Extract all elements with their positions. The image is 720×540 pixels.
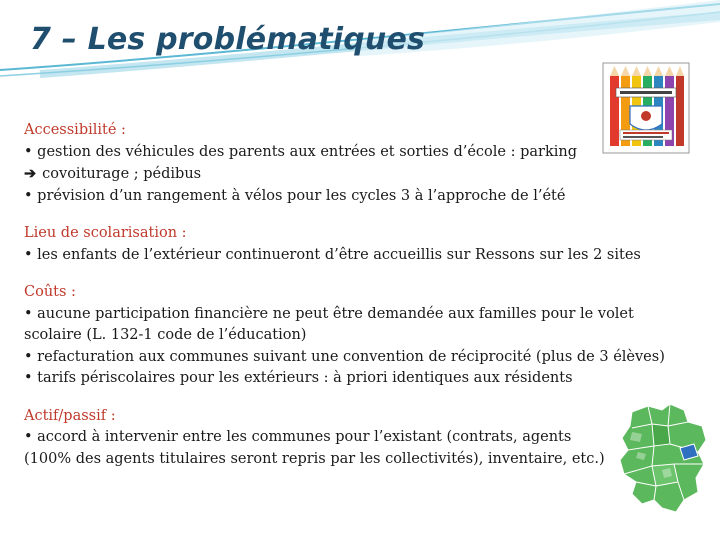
right-arrow-icon: ➔ [24, 165, 37, 182]
slide-body [24, 120, 714, 486]
bullet-line: (100% des agents titulaires seront repris par les collectivités), inventaire, etc.) [24, 450, 605, 467]
bullet-line: • accord à intervenir entre les communes pour l’existant (contrats, agents [24, 429, 572, 445]
section-heading: Coûts : [24, 284, 76, 300]
bullet-line: • gestion des véhicules des parents aux entrées et sorties d’école : parking [24, 143, 577, 160]
bullet-line-arrow [24, 163, 714, 186]
bullet-line: • aucune participation financière ne peut être demandée aux familles pour le volet scolaire (L. 132-1 code de l’éducation) [24, 305, 634, 343]
section-accessibilite [24, 120, 714, 207]
section-heading: Actif/passif : [24, 407, 116, 424]
slide-title: 7 – Les problématiques [30, 22, 426, 57]
bullet-line: • les enfants de l’extérieur continueront d’être accueillis sur Ressons sur les 2 sites [24, 246, 641, 263]
arrow-line-text: covoiturage ; pédibus [42, 166, 202, 182]
bullet-line: • prévision d’un rangement à vélos pour les cycles 3 à l’approche de l’été [24, 187, 566, 204]
bullet-line: • refacturation aux communes suivant une convention de réciprocité (plus de 3 élèves) [24, 348, 665, 365]
section-heading: Lieu de scolarisation : [24, 225, 187, 241]
section-heading: Accessibilité : [24, 122, 126, 138]
section-lieu-scolarisation [24, 223, 714, 266]
communes-map [618, 404, 710, 514]
section-actif-passif [24, 406, 714, 471]
bullet-line: • tarifs périscolaires pour les extérieurs : à priori identiques aux résidents [24, 370, 573, 386]
section-couts [24, 282, 714, 390]
